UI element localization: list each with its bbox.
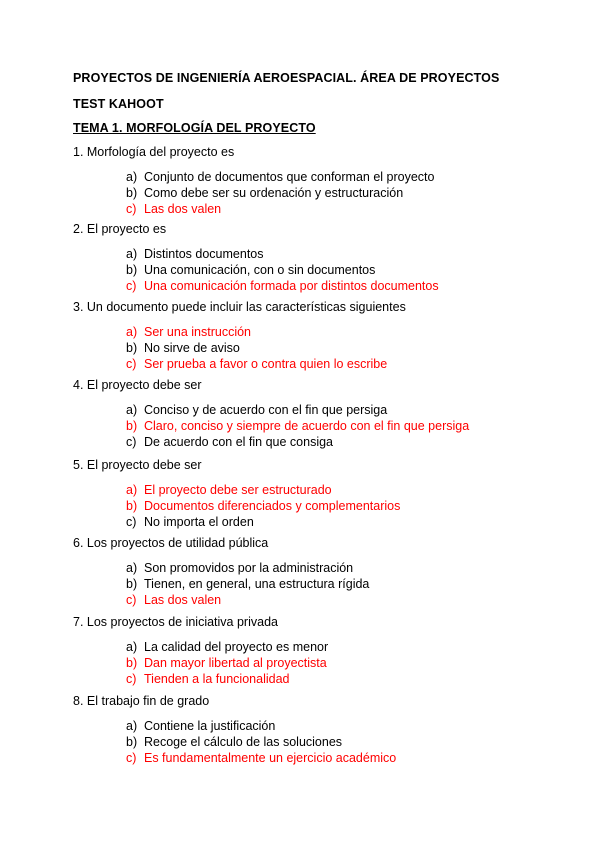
option-text: Las dos valen [144, 593, 222, 607]
answer-option [126, 577, 369, 591]
option-text: Ser una instrucción [144, 325, 252, 339]
answer-option [126, 263, 375, 277]
option-text: Tienden a la funcionalidad [144, 672, 290, 686]
option-letter: a) [126, 403, 138, 417]
option-text: Dan mayor libertad al proyectista [144, 656, 327, 670]
option-text: Distintos documentos [144, 247, 264, 261]
option-letter: a) [126, 483, 138, 497]
option-letter: a) [126, 170, 138, 184]
answer-option-correct [126, 672, 289, 686]
question-text: 2. El proyecto es [73, 222, 167, 236]
answer-option [126, 170, 434, 184]
answer-option [126, 403, 387, 417]
document-subtitle: TEST KAHOOT [73, 97, 164, 111]
answer-option-correct [126, 751, 396, 765]
question-text: 5. El proyecto debe ser [73, 458, 202, 472]
option-letter: b) [126, 577, 138, 591]
answer-option [126, 561, 353, 575]
option-text: No sirve de aviso [144, 341, 240, 355]
option-text: Es fundamentalmente un ejercicio académico [144, 751, 397, 765]
option-text: No importa el orden [144, 515, 254, 529]
answer-option-correct [126, 202, 221, 216]
option-text: Una comunicación formada por distintos documentos [144, 279, 439, 293]
option-text: Como debe ser su ordenación y estructuración [144, 186, 404, 200]
option-letter: c) [126, 672, 137, 686]
option-letter: c) [126, 751, 137, 765]
question-text: 3. Un documento puede incluir las características siguientes [73, 300, 406, 314]
answer-option [126, 640, 328, 654]
question-text: 8. El trabajo fin de grado [73, 694, 210, 708]
option-letter: a) [126, 561, 138, 575]
question-text: 4. El proyecto debe ser [73, 378, 202, 392]
option-letter: b) [126, 656, 138, 670]
option-text: La calidad del proyecto es menor [144, 640, 329, 654]
option-letter: b) [126, 735, 138, 749]
option-letter: b) [126, 419, 138, 433]
option-letter: b) [126, 186, 138, 200]
option-text: Documentos diferenciados y complementarios [144, 499, 401, 513]
option-letter: c) [126, 202, 137, 216]
option-text: Una comunicación, con o sin documentos [144, 263, 376, 277]
option-letter: c) [126, 515, 137, 529]
question-text: 6. Los proyectos de utilidad pública [73, 536, 269, 550]
option-text: Son promovidos por la administración [144, 561, 354, 575]
question-text: 1. Morfología del proyecto es [73, 145, 235, 159]
option-letter: c) [126, 279, 137, 293]
answer-option [126, 186, 403, 200]
answer-option [126, 247, 264, 261]
option-text: Tienen, en general, una estructura rígida [144, 577, 370, 591]
option-letter: b) [126, 341, 138, 355]
option-text: Contiene la justificación [144, 719, 276, 733]
answer-option [126, 515, 254, 529]
answer-option-correct [126, 279, 439, 293]
answer-option-correct [126, 483, 332, 497]
answer-option-correct [126, 499, 400, 513]
option-text: Claro, conciso y siempre de acuerdo con el fin que persiga [144, 419, 470, 433]
option-text: Ser prueba a favor o contra quien lo escribe [144, 357, 388, 371]
answer-option [126, 735, 342, 749]
answer-option-correct [126, 325, 251, 339]
option-text: Las dos valen [144, 202, 222, 216]
answer-option [126, 341, 240, 355]
option-text: Conjunto de documentos que conforman el proyecto [144, 170, 435, 184]
option-letter: b) [126, 263, 138, 277]
answer-option-correct [126, 357, 387, 371]
option-letter: a) [126, 640, 138, 654]
option-text: El proyecto debe ser estructurado [144, 483, 332, 497]
option-text: Conciso y de acuerdo con el fin que persiga [144, 403, 388, 417]
question-text: 7. Los proyectos de iniciativa privada [73, 615, 278, 629]
option-letter: a) [126, 247, 138, 261]
option-text: Recoge el cálculo de las soluciones [144, 735, 343, 749]
topic-heading: TEMA 1. MORFOLOGÍA DEL PROYECTO [73, 121, 316, 135]
option-letter: b) [126, 499, 138, 513]
option-letter: c) [126, 357, 137, 371]
answer-option-correct [126, 656, 327, 670]
answer-option-correct [126, 593, 221, 607]
option-letter: a) [126, 719, 138, 733]
answer-option [126, 719, 275, 733]
option-letter: a) [126, 325, 138, 339]
option-text: De acuerdo con el fin que consiga [144, 435, 334, 449]
option-letter: c) [126, 435, 137, 449]
document-title: PROYECTOS DE INGENIERÍA AEROESPACIAL. ÁREA DE PROYECTOS [73, 71, 500, 85]
answer-option-correct [126, 419, 469, 433]
answer-option [126, 435, 333, 449]
option-letter: c) [126, 593, 137, 607]
